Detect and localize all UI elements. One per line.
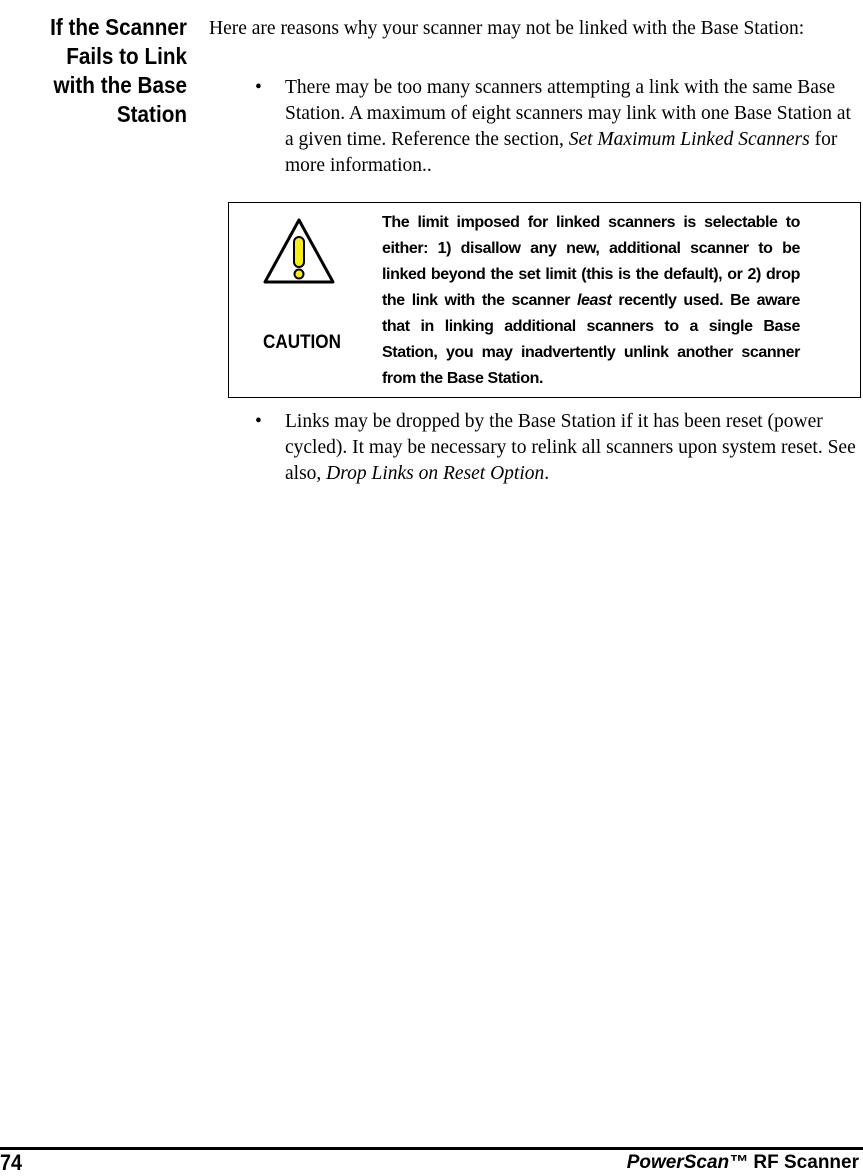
bullet-tail: . (544, 463, 550, 484)
side-heading-line-4: Station (116, 101, 187, 127)
side-heading-line-2: Fails to Link (66, 43, 187, 69)
cross-reference-link[interactable]: Set Maximum Linked Scanners (568, 129, 810, 150)
caution-text (382, 210, 800, 392)
bullet-body: Links may be dropped by the Base Station if it has been reset (power cycled). It may be necessary to relink all scanners upon system reset. See also, (285, 411, 856, 484)
cross-reference-link[interactable]: Drop Links on Reset Option (326, 463, 545, 484)
caution-emphasis: least (576, 292, 612, 309)
warning-triangle-icon (262, 217, 336, 285)
running-title-product: PowerScan™ (626, 1152, 749, 1173)
bullet-tail: for more information.. (285, 129, 838, 176)
side-heading-line-3: with the Base (53, 72, 188, 98)
bullet-dot: • (255, 411, 262, 432)
caution-text-tail: recently used. Be aware that in linking additional scanners to a single Base Station, you may inadvertently unlink another scanner from the Base Station. (382, 292, 800, 387)
side-heading (19, 13, 187, 129)
caution-box (228, 202, 861, 398)
running-title-rest: RF Scanner (748, 1152, 859, 1173)
bullet-body: There may be too many scanners attempting a link with the same Base Station. A maximum of eight scanners may link with one Base Station at a given time. Reference the section, (285, 77, 851, 150)
side-heading-line-1: If the Scanner (50, 14, 187, 40)
bullet-text (285, 75, 860, 179)
intro-paragraph: Here are reasons why your scanner may not be linked with the Base Station: (209, 18, 805, 39)
caution-label: CAUTION (263, 332, 341, 353)
page-number: 74 (0, 1150, 23, 1175)
caution-text-body: The limit imposed for linked scanners is selectable to either: 1) disallow any new, additional scanner to be linked beyond the set limit (this is the default), or 2) drop the link with the scanner (382, 214, 800, 309)
bullet-text (285, 409, 860, 487)
running-title (627, 1152, 859, 1174)
footer-rule (0, 1147, 863, 1150)
bullet-dot: • (255, 77, 262, 98)
